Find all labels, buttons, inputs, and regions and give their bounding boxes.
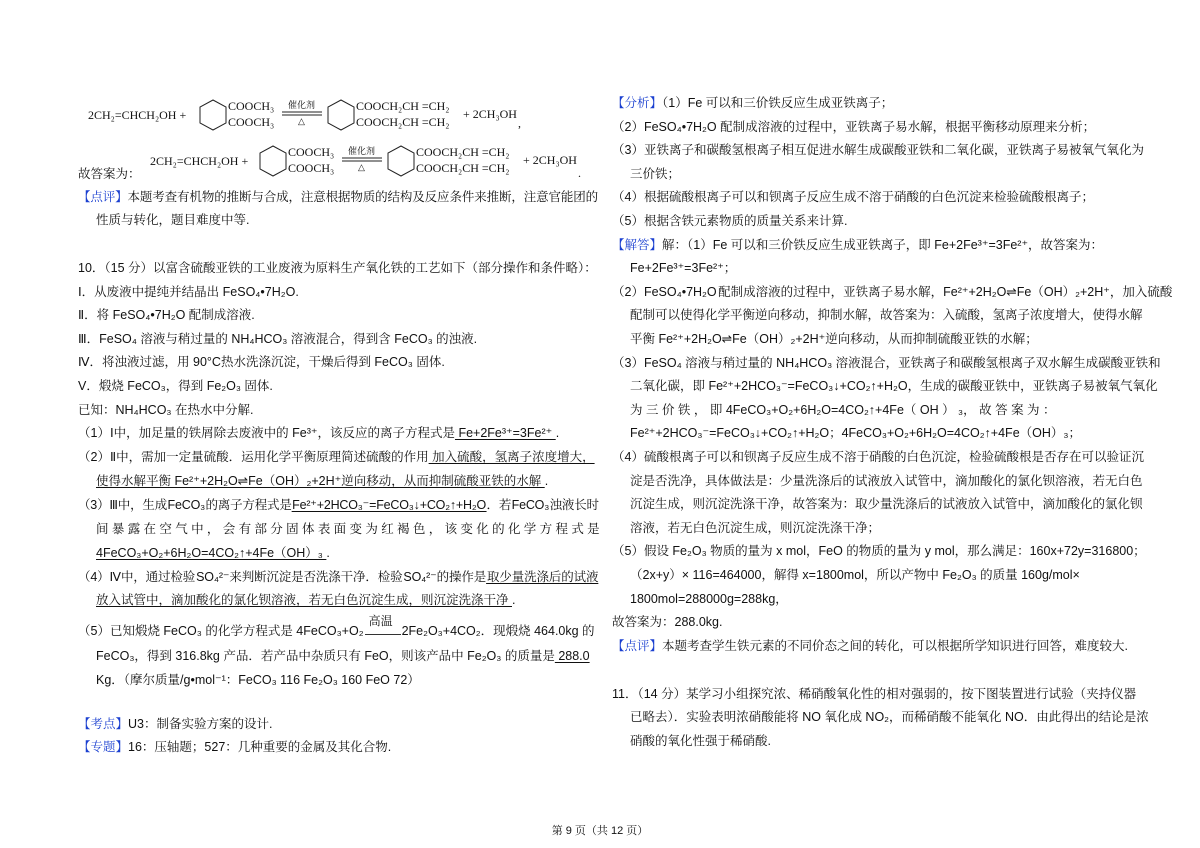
condition-label: 高温 (368, 614, 393, 628)
analysis-text: 三价铁； (630, 166, 681, 181)
zhuanti-line (78, 739, 391, 755)
part-text: （4）Ⅳ中，通过检验 SO₄²⁻来判断沉淀是否洗涤干净．检验 SO₄²⁻的操作是 (78, 570, 487, 584)
analysis-text: （4）根据硫酸根离子可以和钡离子反应生成不溶于硝酸的白色沉淀来检验硫酸根离子； (612, 190, 1094, 205)
comment-text: 性质与转化，题目难度中等. (96, 213, 250, 227)
solution-text: 沉淀生成，则沉淀洗涤干净，故答案为：取少量洗涤后的试液放入试管中，滴加酸化的氯化钡 (630, 497, 1143, 512)
part-text: （3）Ⅲ中，生成 FeCO₃ 的离子方程式是 (78, 498, 292, 512)
solution-text: 解：（1）Fe 可以和三价铁反应生成亚铁离子，即 Fe+2Fe³⁺=3Fe²⁺，故答案为： (662, 237, 1104, 252)
analysis-text: （2）FeSO₄•7H₂O 配制成溶液的过程中，亚铁离子易水解，根据平衡移动原理来分析； (612, 119, 1096, 134)
reactant: 2CH₂=CHCH₂OH + (150, 154, 249, 168)
question-10-title: 10．（15 分）以富含硫酸亚铁的工业废液为原料生产氧化铁的工艺如下（部分操作和条件略）： (78, 261, 597, 275)
group-bottom: COOCH₃ (288, 161, 335, 175)
part-1 (78, 425, 559, 441)
benzene-ring-icon (386, 144, 416, 178)
part-3-cont: 间 暴 露 在 空 气 中 ， 会 有 部 分 固 体 表 面 变 为 红 褐 色 ， 该 变 化 的 化 学 方 程 式 是 (96, 522, 600, 536)
reaction-equation-1 (78, 96, 558, 136)
analysis-text: （1）Fe 可以和三价铁反应生成亚铁离子； (662, 96, 894, 110)
solution-text: （2）FeSO₄•7H₂O 配制成溶液的过程中，亚铁离子易水解，Fe²⁺+2H₂O⇌Fe（OH）₂+2H⁺，加入硫酸 (612, 284, 1173, 299)
comment-tag: 【点评】 (612, 639, 663, 653)
step-5: V．煅烧 FeCO₃，得到 Fe₂O₃ 固体. (78, 379, 273, 393)
analysis-text: （3）亚铁离子和碳酸氢根离子相互促进水解生成碳酸亚铁和二氧化碳，亚铁离子易被氧气氧化为 (612, 143, 1144, 158)
part-4 (78, 569, 598, 585)
kaodian-text: U3：制备实验方案的设计. (128, 717, 273, 731)
product: + 2CH₃OH (463, 107, 517, 121)
comment-line (612, 638, 1128, 654)
analysis-text: （5）根据含铁元素物质的质量关系来计算. (612, 214, 848, 228)
part-5-cont: Kg．（摩尔质量/g•mol⁻¹：FeCO₃ 116 Fe₂O₃ 160 FeO 72） (96, 673, 420, 687)
part-text: （2）Ⅱ中，需加一定量硫酸．运用化学平衡原理简述硫酸的作用 (78, 450, 429, 464)
punct: . (544, 474, 549, 488)
solution-text: 配制可以使得化学平衡逆向移动，抑制水解，故答案为：入硫酸，氢离子浓度增大，使得水解 (630, 308, 1143, 323)
answer: 4FeCO₃+O₂+6H₂O=4CO₂↑+4Fe（OH）₃ (96, 546, 327, 560)
part-5-cont (96, 648, 590, 664)
heat-label: △ (358, 162, 365, 172)
analysis-tag: 【分析】 (612, 96, 663, 110)
answer: Fe+2Fe³⁺=3Fe²⁺ (454, 426, 556, 440)
solution-line (612, 237, 1103, 253)
part-2 (78, 449, 595, 465)
part-3-cont (96, 545, 330, 561)
part-5 (78, 614, 595, 639)
reaction-equation-2 (78, 142, 598, 182)
part-4-cont (96, 592, 515, 608)
comment-line (78, 189, 598, 205)
group-top: COOCH₃ (228, 99, 275, 113)
answer: Fe²⁺+2HCO₃⁻=FeCO₃↓+CO₂↑+H₂O (291, 498, 487, 512)
solution-text: 淀是否洗净，具体做法是：少量洗涤后的试液放入试管中，滴加酸化的氯化钡溶液，若无白色 (630, 473, 1143, 488)
comment-text: 本题考查学生铁元素的不同价态之间的转化，可以根据所学知识进行回答，难度较大. (662, 639, 1128, 653)
benzene-ring-icon (326, 98, 356, 132)
step-1: Ⅰ．从废液中提纯并结晶出 FeSO₄•7H₂O. (78, 285, 299, 299)
known-note: 已知：NH₄HCO₃ 在热水中分解. (78, 403, 254, 417)
group-bottom: COOCH₃ (228, 115, 275, 129)
catalyst-label: 催化剂 (288, 100, 316, 110)
punct: . (578, 166, 581, 180)
step-4: Ⅳ．将浊液过滤，用 90°C热水洗涤沉淀，干燥后得到 FeCO₃ 固体. (78, 355, 445, 369)
group-top: COOCH₂CH =CH₂ (416, 145, 510, 159)
benzene-ring-icon (258, 144, 288, 178)
question-11-text: 硝酸的氧化性强于稀硝酸. (630, 734, 771, 748)
question-11-title: 11．（14 分）某学习小组探究浓、稀硝酸氧化性的相对强弱的，按下图装置进行试验（夹持仪器 (612, 687, 1137, 701)
answer: 使得水解平衡 Fe²⁺+2H₂O⇌Fe（OH）₂+2H⁺逆向移动，从而抑制硫酸亚铁的水解 (96, 474, 545, 488)
solution-text: （5）假设 Fe₂O₃ 物质的量为 x mol，FeO 的物质的量为 y mol，那么满足：160x+72y=316800； (612, 544, 1146, 559)
benzene-ring-icon (198, 98, 228, 132)
kaodian-line (78, 716, 272, 732)
comment-text: 本题考查有机物的推断与合成，注意根据物质的结构及反应条件来推断，注意官能团的 (127, 190, 599, 204)
answer: 取少量洗涤后的试液 (486, 570, 599, 584)
answer-prefix: 故答案为： (78, 167, 141, 181)
part-text: （5）已知煅烧 FeCO₃ 的化学方程式是 4FeCO₃+O₂ (78, 624, 364, 638)
analysis-line (612, 95, 893, 111)
reactant: 2CH₂=CHCH₂OH + (88, 108, 187, 122)
comment-tag: 【点评】 (78, 190, 128, 204)
group-bottom: COOCH₂CH =CH₂ (416, 161, 510, 175)
group-top: COOCH₂CH =CH₂ (356, 99, 450, 113)
punct: , (518, 116, 521, 130)
punct: . (326, 546, 330, 560)
zhuanti-text: 16：压轴题；527：几种重要的金属及其化合物. (128, 740, 392, 754)
solution-tag: 【解答】 (612, 237, 663, 252)
heat-label: △ (298, 116, 305, 126)
answer: 加入硫酸，氢离子浓度增大， (428, 450, 595, 464)
punct: . (555, 426, 560, 440)
step-3: Ⅲ．FeSO₄ 溶液与稍过量的 NH₄HCO₃ 溶液混合，得到含 FeCO₃ 的浊液. (78, 332, 478, 346)
solution-text: 为 三 价 铁 ， 即 4FeCO₃+O₂+6H₂O=4CO₂↑+4Fe（ OH ） ₃， 故 答 案 为 ： (630, 402, 1056, 417)
answer: 放入试管中，滴加酸化的氯化钡溶液，若无白色沉淀生成，则沉淀洗涤干净 (96, 593, 512, 607)
part-text: FeCO₃，得到 316.8kg 产品．若产品中杂质只有 FeO，则该产品中 Fe₂O₃ 的质量是 (96, 649, 555, 663)
kaodian-tag: 【考点】 (78, 717, 129, 731)
catalyst-label: 催化剂 (348, 146, 376, 156)
solution-text: Fe²⁺+2HCO₃⁻=FeCO₃↓+CO₂↑+H₂O；4FeCO₃+O₂+6H₂O=4CO₂↑+4Fe（OH）₃； (630, 426, 1081, 441)
part-2-cont (96, 473, 548, 489)
step-2: Ⅱ．将 FeSO₄•7H₂O 配制成溶液. (78, 308, 255, 322)
solution-text: 平衡 Fe²⁺+2H₂O⇌Fe（OH）₂+2H⁺逆向移动，从而抑制硫酸亚铁的水解； (630, 332, 1038, 346)
final-answer: 故答案为：288.0kg. (612, 615, 723, 630)
zhuanti-tag: 【专题】 (78, 740, 129, 754)
solution-text: 1800mol=288000g=288kg， (630, 591, 788, 606)
part-3 (78, 497, 599, 513)
group-top: COOCH₃ (288, 145, 335, 159)
page-footer: 第 9 页（共 12 页） (551, 825, 649, 837)
punct: . (511, 593, 516, 607)
group-bottom: COOCH₂CH =CH₂ (356, 115, 450, 129)
question-11-text: 已略去）．实验表明浓硝酸能将 NO 氧化成 NO₂，而稀硝酸不能氧化 NO．由此得出的结论是浓 (630, 710, 1149, 724)
solution-text: 二氧化碳，即 Fe²⁺+2HCO₃⁻=FeCO₃↓+CO₂↑+H₂O，生成的碳酸亚铁中，亚铁离子易被氧气氧化 (630, 379, 1158, 394)
solution-text: 溶液，若无白色沉淀生成，则沉淀洗涤干净； (630, 520, 881, 535)
product: + 2CH₃OH (523, 153, 577, 167)
part-text: （1）Ⅰ中，加足量的铁屑除去废液中的 Fe³⁺，该反应的离子方程式是 (78, 426, 455, 440)
answer: 288.0 (554, 649, 590, 663)
solution-text: （2x+y）× 116=464000，解得 x=1800mol，所以产物中 Fe₂O₃ 的质量 160g/mol× (630, 568, 1080, 582)
solution-text: Fe+2Fe³⁺=3Fe²⁺； (630, 261, 737, 276)
part-text: 2Fe₂O₃+4CO₂．现煅烧 464.0kg 的 (401, 624, 595, 638)
part-text: ．若 FeCO₃ 浊液长时 (486, 498, 599, 512)
solution-text: （3）FeSO₄ 溶液与稍过量的 NH₄HCO₃ 溶液混合，亚铁离子和碳酸氢根离子双水解生成碳酸亚铁和 (612, 355, 1161, 370)
solution-text: （4）硫酸根离子可以和钡离子反应生成不溶于硝酸的白色沉淀，检验硫酸根是否存在可以验证沉 (612, 450, 1144, 464)
